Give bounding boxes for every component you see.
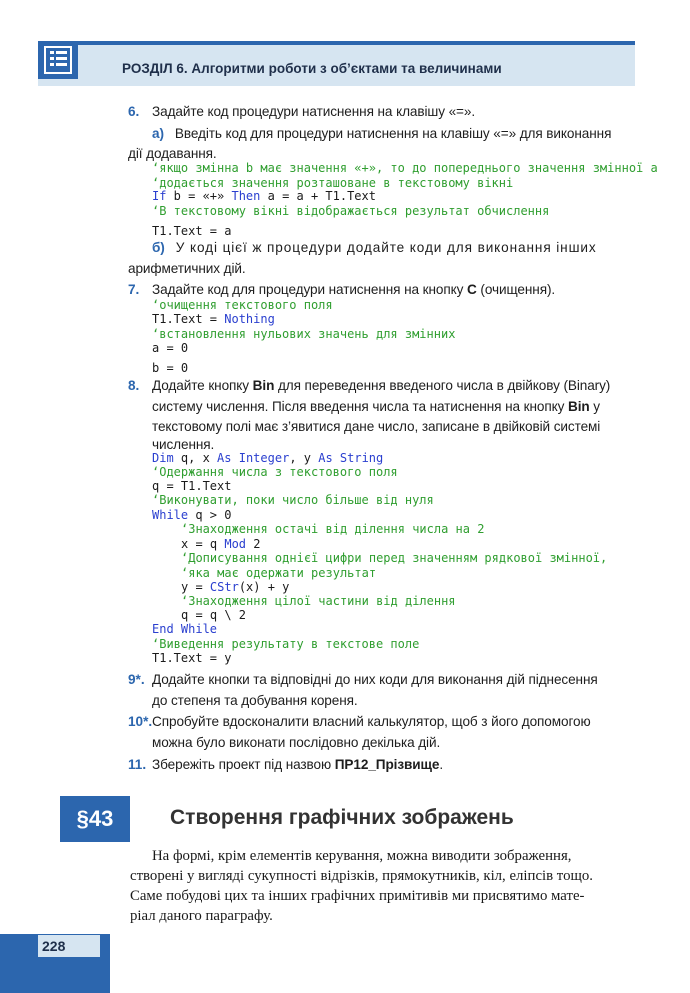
code-line: T1.Text = a [152, 224, 232, 238]
step-6b-text: У коді цієї ж процедури додайте коди для виконання інших [175, 240, 597, 255]
step-10-line2: можна було виконати послідовно декілька дій. [152, 735, 441, 750]
step-8-line2 [152, 399, 600, 414]
code-comment: ‘Виконувати, поки число більше від нуля [152, 493, 434, 507]
code-line: While q > 0 [152, 508, 232, 522]
code-comment: ‘Знаходження остачі від ділення числа на 2 [181, 522, 485, 536]
header-rule [38, 41, 635, 45]
key-c: С [467, 282, 477, 297]
paragraph-line: На формі, крім елементів керування, можна виводити зображення, [152, 848, 572, 864]
step-8-line1-post: для переведення введеного числа в двійкову (Binary) [274, 378, 611, 393]
code-line: a = 0 [152, 341, 189, 355]
step-6b-line1 [152, 240, 597, 255]
paragraph-line: створені у вигляді сукупності відрізків, прямокутників, кіл, еліпсів тощо. [130, 868, 593, 884]
step-6a-line1 [152, 126, 611, 141]
code-comment: ‘Одержання числа з текстового поля [152, 465, 398, 479]
step-7-text-post: (очищення). [476, 282, 556, 297]
page-number [38, 935, 100, 957]
code-comment: ‘встановлення нульових значень для змінних [152, 327, 456, 341]
chapter-title: РОЗДІЛ 6. Алгоритми роботи з об’єктами та величинами [122, 61, 502, 76]
code-line: End While [152, 622, 218, 636]
code-line: q = q \ 2 [181, 608, 247, 622]
code-line: T1.Text = y [152, 651, 232, 665]
step-9-line2: до степеня та добування кореня. [152, 693, 358, 708]
step-6-number: 6. [128, 104, 140, 119]
step-8-line2-post: у [589, 399, 600, 414]
step-9-number: 9*. [128, 672, 145, 687]
step-11-text-end: . [439, 757, 444, 772]
code-comment: ‘очищення текстового поля [152, 298, 333, 312]
step-11-text-pre: Збережіть проект під назвою [152, 757, 335, 772]
page-number-text: 228 [42, 938, 66, 954]
step-8-line3: текстовому полі має з’явитися дане число, записане в двійковій системі [152, 419, 601, 434]
code-comment: ‘Знаходження цілої частини від ділення [181, 594, 456, 608]
step-10-number: 10*. [128, 714, 153, 729]
code-line: Dim q, x As Integer, y As String [152, 451, 384, 465]
section-title: Створення графічних зображень [170, 806, 514, 829]
code-comment: ‘Виведення результату в текстове поле [152, 637, 420, 651]
code-line: y = CStr(x) + y [181, 580, 290, 594]
code-line: q = T1.Text [152, 479, 232, 493]
document-icon [38, 41, 78, 79]
step-8-line2-pre: систему числення. Після введення числа та натиснення на кнопку [152, 399, 568, 414]
step-8-line4: числення. [152, 437, 215, 452]
step-6a-text: Введіть код для процедури натиснення на клавішу «=» для виконання [174, 126, 612, 141]
paragraph-line: ріал даного параграфу. [130, 908, 273, 924]
step-6a-label: а) [152, 126, 164, 141]
step-9-line1: Додайте кнопки та відповідні до них коди для виконання дій піднесення [152, 672, 598, 687]
step-7-text [152, 282, 555, 297]
project-name: ПР12_Прізвище [334, 757, 440, 772]
code-line: T1.Text = Nothing [152, 312, 275, 326]
step-6-text: Задайте код процедури натиснення на клавішу «=». [152, 104, 476, 119]
step-6a-line2: дії додавання. [128, 146, 217, 161]
step-7-text-pre: Задайте код для процедури натиснення на кнопку [152, 282, 468, 297]
step-8-line1 [152, 378, 610, 393]
section-badge: §43 [60, 796, 130, 842]
step-8-line1-pre: Додайте кнопку [152, 378, 253, 393]
code-comment: ‘Дописування однієї цифри перед значенням рядкової змінної, [181, 551, 608, 565]
code-comment: ‘В текстовому вікні відображається результат обчислення [152, 204, 550, 218]
code-comment: ‘яка має одержати результат [181, 566, 377, 580]
bin-keyword: Bin [568, 399, 590, 414]
paragraph-line: Саме побудові цих та інших графічних примітивів ми присвятимо мате- [130, 888, 585, 904]
code-line: If b = «+» Then a = a + T1.Text [152, 189, 376, 203]
step-11-text [152, 757, 443, 772]
step-6b-line2: арифметичних дій. [128, 261, 246, 276]
step-11-number: 11. [128, 757, 147, 772]
code-comment: ‘якщо змінна b має значення «+», то до попереднього значення змінної а [152, 161, 658, 175]
code-line: x = q Mod 2 [181, 537, 261, 551]
code-line: b = 0 [152, 361, 189, 375]
step-8-number: 8. [128, 378, 140, 393]
step-10-line1: Спробуйте вдосконалити власний калькулятор, щоб з його допомогою [152, 714, 591, 729]
step-6b-label: б) [152, 240, 165, 255]
bin-keyword: Bin [252, 378, 275, 393]
code-comment: ‘додається значення розташоване в текстовому вікні [152, 176, 514, 190]
step-7-number: 7. [128, 282, 140, 297]
